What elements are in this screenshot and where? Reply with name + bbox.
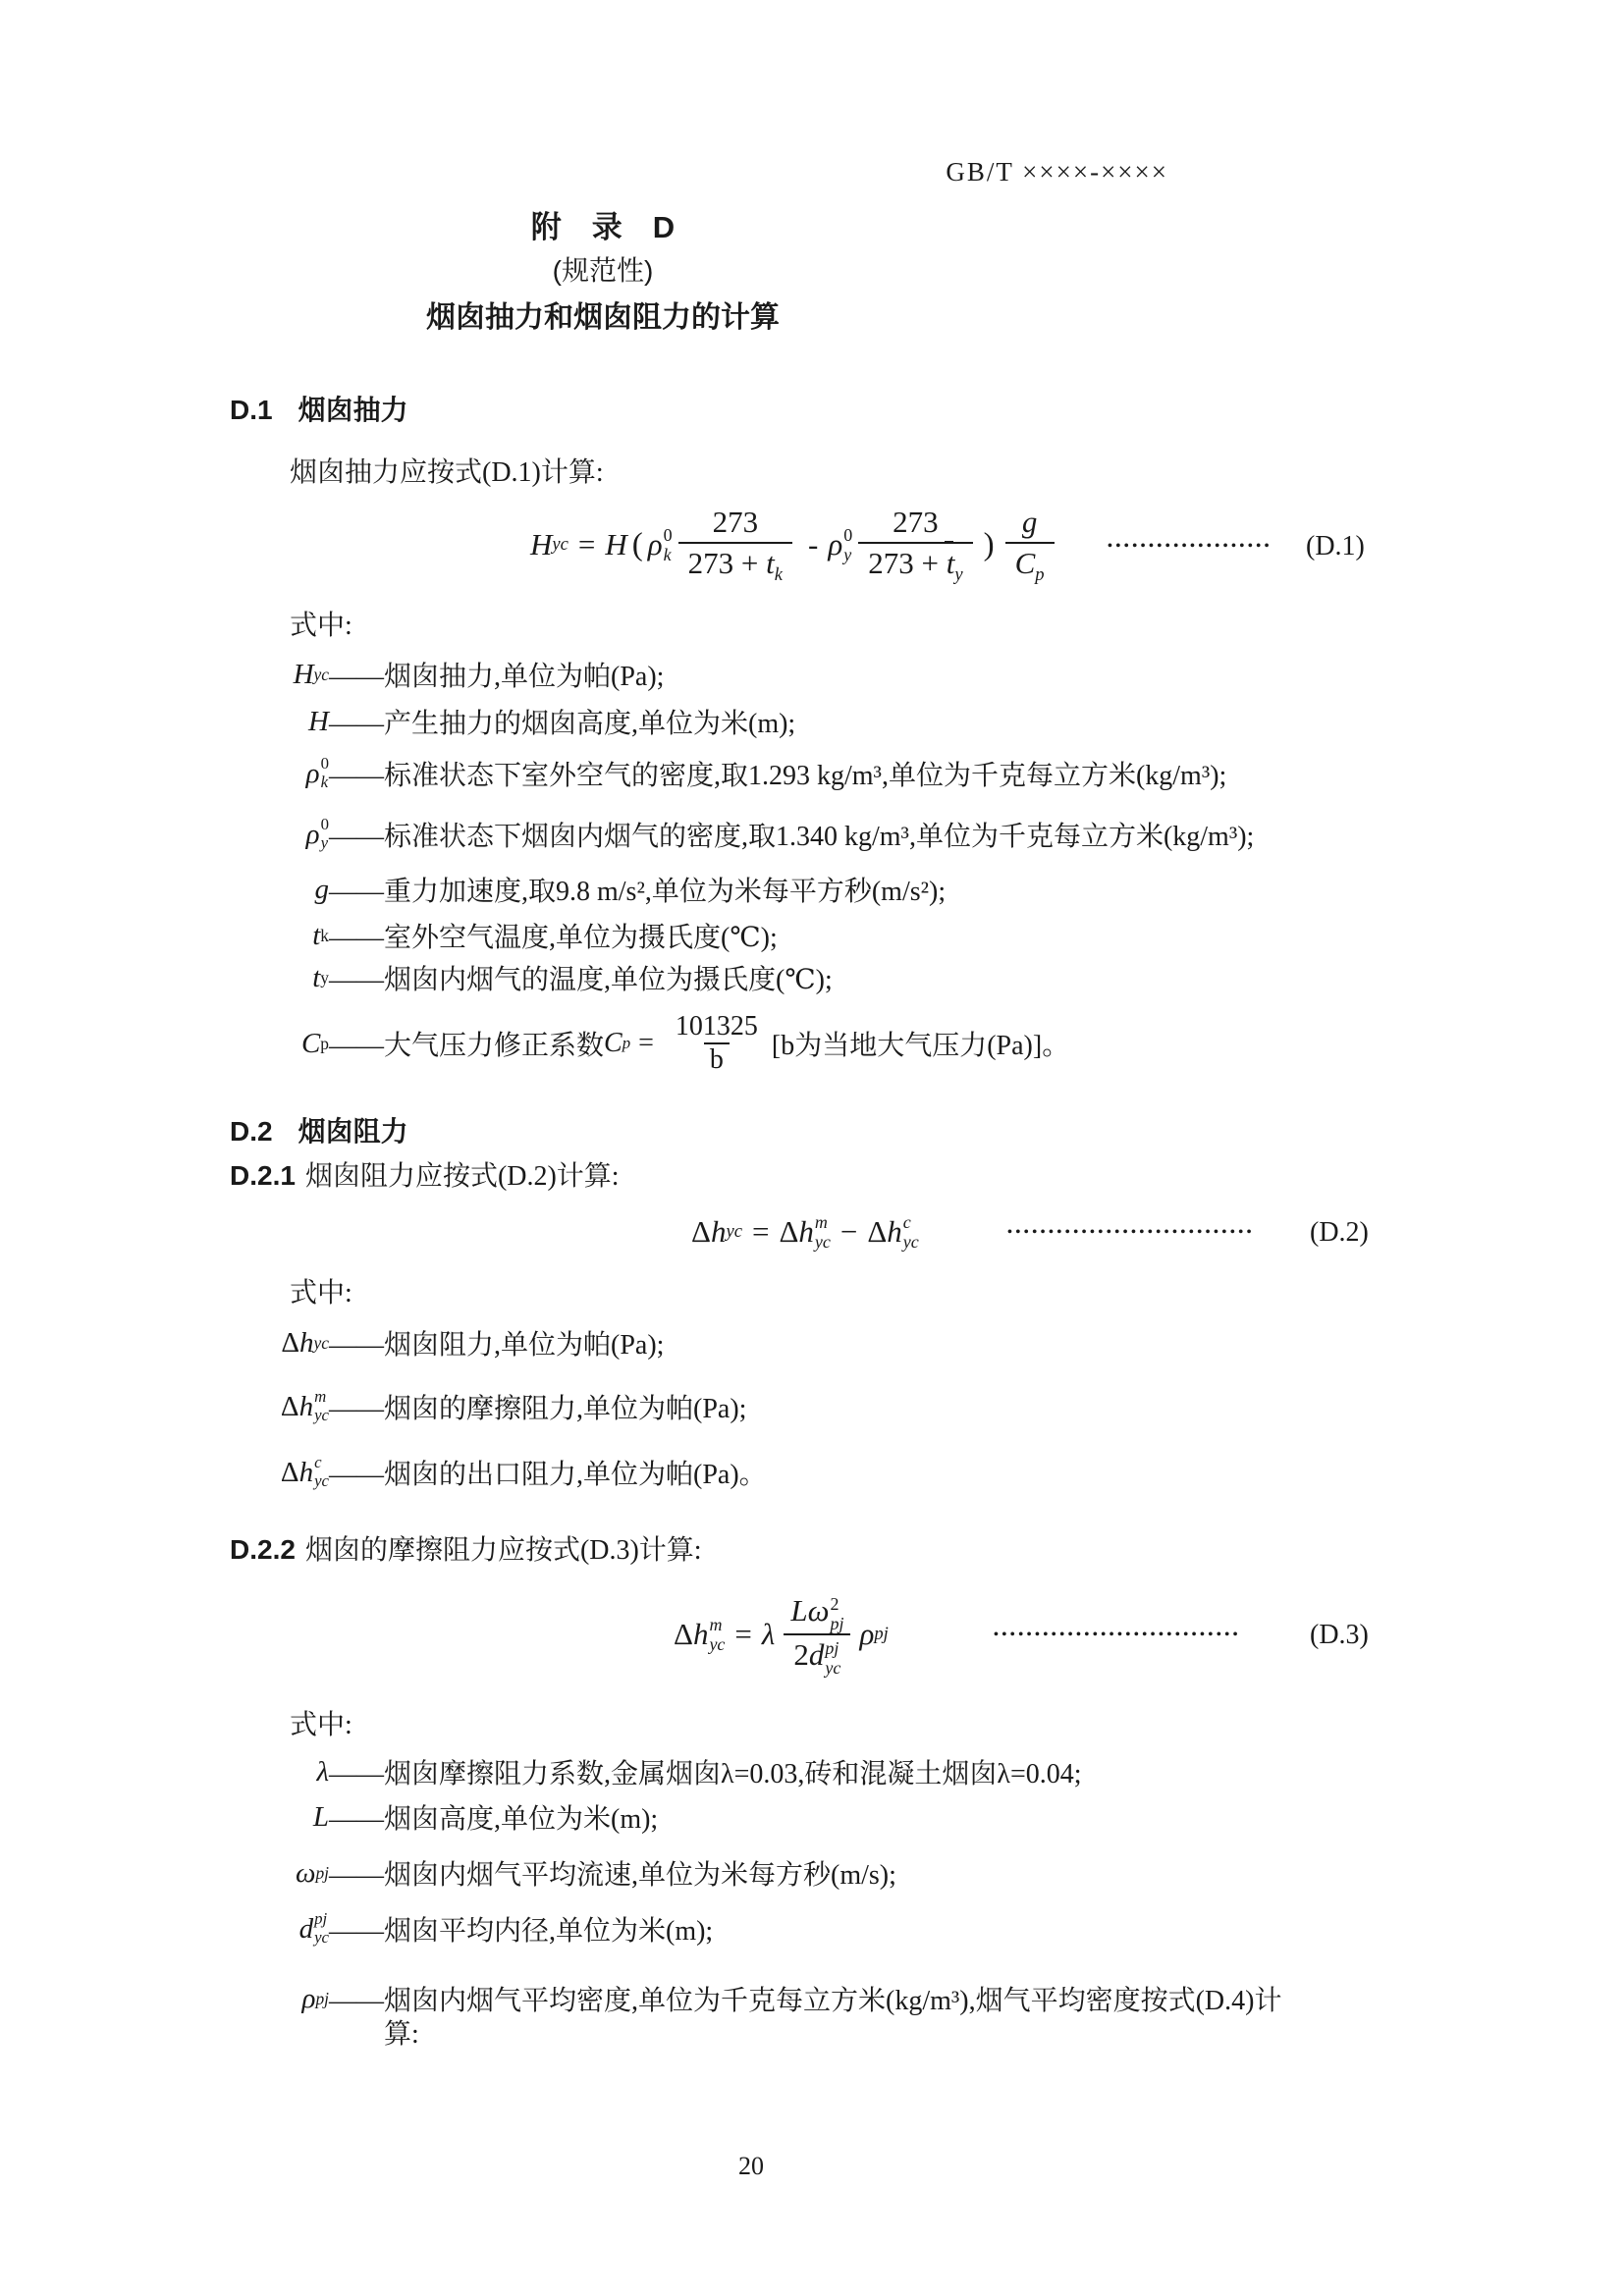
- standard-code: GB/T ××××-××××: [946, 157, 1168, 187]
- definition-row: Δ h m yc ——烟囱的摩擦阻力,单位为帕(Pa);: [280, 1387, 747, 1424]
- definition-text: ——烟囱阻力,单位为帕(Pa);: [329, 1330, 665, 1361]
- clause-d22-number: D.2.2: [230, 1534, 296, 1565]
- definition-text-wrap: 算:: [384, 2019, 419, 2050]
- appendix-normative-label: (规范性): [552, 255, 654, 286]
- definition-row: Δ h yc ——烟囱阻力,单位为帕(Pa);: [236, 1313, 664, 1372]
- section-d1-heading: [230, 389, 408, 428]
- where-label-3: 式中:: [290, 1710, 352, 1740]
- formula-d1-label: (D.1): [1306, 531, 1365, 561]
- cp-fraction: $\frac{101325}{b}$: [675, 1010, 758, 1075]
- formula-d3-label: (D.3): [1310, 1620, 1369, 1650]
- section-d1-number: D.1: [230, 395, 273, 425]
- formula-d1: H yc = H ( ρ 0 k $\frac{273}{273 + t_k}$ - ρ 0 y $\frac{273}{273 + t_y}$ ) $\frac{g}{C_p}$: [530, 496, 1060, 594]
- var-rho-pj: ρ: [859, 1617, 875, 1651]
- delta: Δ: [674, 1617, 693, 1651]
- formula-d3: Δ h m yc = λ Lω 2 pj 2d pj yc ρ pj: [674, 1592, 889, 1678]
- section-d1-title: 烟囱抽力: [298, 395, 408, 425]
- clause-d21-number: D.2.1: [230, 1160, 296, 1191]
- minus-sign: −: [839, 1214, 858, 1249]
- definition-row: d pj yc ——烟囱平均内径,单位为米(m);: [298, 1909, 714, 1947]
- section-d2-heading: [230, 1110, 408, 1149]
- clause-d22-text: 烟囱的摩擦阻力应按式(D.3)计算:: [304, 1535, 702, 1566]
- definition-text: ——烟囱内烟气平均流速,单位为米每方秒(m/s);: [329, 1860, 896, 1891]
- appendix-heading: 附 录 D: [530, 210, 676, 244]
- definition-row: λ ——烟囱摩擦阻力系数,金属烟囱λ=0.03,砖和混凝土烟囱λ=0.04;: [236, 1752, 1082, 1791]
- definition-text: ——室外空气温度,单位为摄氏度(℃);: [329, 923, 778, 953]
- section-d2-number: D.2: [230, 1116, 273, 1147]
- formula-d2: Δ h yc = Δ h m yc − Δ h c yc: [691, 1211, 919, 1252]
- formula-d3-row: [0, 1580, 1624, 1688]
- definition-text: ——产生抽力的烟囱高度,单位为米(m);: [329, 709, 796, 739]
- appendix-title: 烟囱抽力和烟囱阻力的计算: [426, 301, 780, 334]
- definition-row: L ——烟囱高度,单位为米(m);: [236, 1797, 658, 1837]
- definition-text: ——烟囱高度,单位为米(m);: [329, 1804, 659, 1835]
- formula-d2-label: (D.2): [1310, 1217, 1369, 1248]
- dot-leader: ••••••••••••••••••••: [1108, 539, 1273, 554]
- definition-row: ρ pj ——烟囱内烟气平均密度,单位为千克每立方米(kg/m³),烟气平均密度按式(D.4)计: [236, 1969, 1281, 2028]
- page-number: 20: [738, 2152, 764, 2180]
- dot-leader: ••••••••••••••••••••••••••••••: [994, 1628, 1242, 1642]
- definition-text: ——大气压力修正系数: [329, 1031, 605, 1061]
- definition-text: ——烟囱摩擦阻力系数,金属烟囱λ=0.03,砖和混凝土烟囱λ=0.04;: [329, 1759, 1082, 1789]
- fraction-g-cp: $\frac{g}{C_p}$: [1005, 503, 1055, 588]
- definition-row: ρ 0 k ——标准状态下室外空气的密度,取1.293 kg/m³,单位为千克每立方米(kg/m³);: [305, 754, 1227, 791]
- definition-text: ——重力加速度,取9.8 m/s²,单位为米每平方秒(m/s²);: [329, 877, 947, 907]
- definition-text: ——烟囱内烟气平均密度,单位为千克每立方米(kg/m³),烟气平均密度按式(D.4)计: [329, 1986, 1282, 2016]
- var-rho-k: ρ: [647, 527, 663, 561]
- var-lambda: λ: [761, 1617, 776, 1651]
- definition-row: ρ 0 y ——标准状态下烟囱内烟气的密度,取1.340 kg/m³,单位为千克每立方米(kg/m³);: [305, 815, 1255, 852]
- definition-text: ——烟囱的出口阻力,单位为帕(Pa)。: [329, 1460, 767, 1490]
- fraction-2: $\frac{273}{273 + t_y}$: [858, 503, 972, 588]
- formula-d1-row: [0, 496, 1624, 594]
- definition-text: ——烟囱平均内径,单位为米(m);: [329, 1916, 714, 1947]
- open-paren: (: [631, 526, 643, 562]
- delta: Δ: [779, 1214, 799, 1249]
- definition-row: H yc ——烟囱抽力,单位为帕(Pa);: [236, 655, 664, 694]
- where-label-2: 式中:: [290, 1278, 352, 1308]
- formula-d2-row: [0, 1200, 1624, 1264]
- where-label-1: 式中:: [290, 611, 352, 641]
- equals-sign: =: [577, 527, 596, 561]
- definition-row: C p ——大气压力修正系数 C p = $\frac{101325}{b}$ [b为当地大气压力(Pa)]。: [300, 1010, 1070, 1075]
- clause-d21: [230, 1154, 620, 1194]
- definition-text: ——烟囱抽力,单位为帕(Pa);: [329, 662, 665, 692]
- definition-text: ——标准状态下烟囱内烟气的密度,取1.340 kg/m³,单位为千克每立方米(kg/m³);: [329, 822, 1255, 852]
- section-d2-title: 烟囱阻力: [298, 1116, 408, 1147]
- definition-row: ω pj ——烟囱内烟气平均流速,单位为米每方秒(m/s);: [236, 1843, 896, 1902]
- definition-row: g ——重力加速度,取9.8 m/s²,单位为米每平方秒(m/s²);: [236, 870, 946, 909]
- equals-sign: =: [734, 1617, 752, 1651]
- d1-intro-paragraph: 烟囱抽力应按式(D.1)计算:: [290, 457, 604, 488]
- definition-text: ——烟囱内烟气的温度,单位为摄氏度(℃);: [329, 965, 833, 995]
- dot-leader: ••••••••••••••••••••••••••••••: [1007, 1225, 1256, 1240]
- fraction-1: $\frac{273}{273 + t_k}$: [678, 503, 792, 588]
- var-rho-y: ρ: [828, 527, 843, 561]
- clause-d21-text: 烟囱阻力应按式(D.2)计算:: [304, 1161, 620, 1192]
- definition-row: t y ——烟囱内烟气的温度,单位为摄氏度(℃);: [236, 958, 833, 997]
- definition-row: Δ h c yc ——烟囱的出口阻力,单位为帕(Pa)。: [280, 1453, 767, 1490]
- minus-sign: -: [808, 527, 819, 561]
- fraction-d3: Lω 2 pj 2d pj yc: [781, 1591, 853, 1678]
- definition-text: ——标准状态下室外空气的密度,取1.293 kg/m³,单位为千克每立方米(kg/m³);: [329, 761, 1227, 791]
- definition-row: H ——产生抽力的烟囱高度,单位为米(m);: [236, 702, 795, 741]
- var-H: H: [530, 527, 553, 561]
- definition-row: t k ——室外空气温度,单位为摄氏度(℃);: [236, 916, 778, 955]
- delta: Δ: [691, 1214, 711, 1249]
- delta: Δ: [867, 1214, 888, 1249]
- definition-text: ——烟囱的摩擦阻力,单位为帕(Pa);: [329, 1394, 747, 1424]
- close-paren: ): [983, 526, 995, 562]
- clause-d22: [230, 1528, 702, 1568]
- definition-text: [b为当地大气压力(Pa)]。: [771, 1031, 1070, 1061]
- var-H-height: H: [605, 527, 627, 561]
- equals-sign: =: [751, 1214, 770, 1249]
